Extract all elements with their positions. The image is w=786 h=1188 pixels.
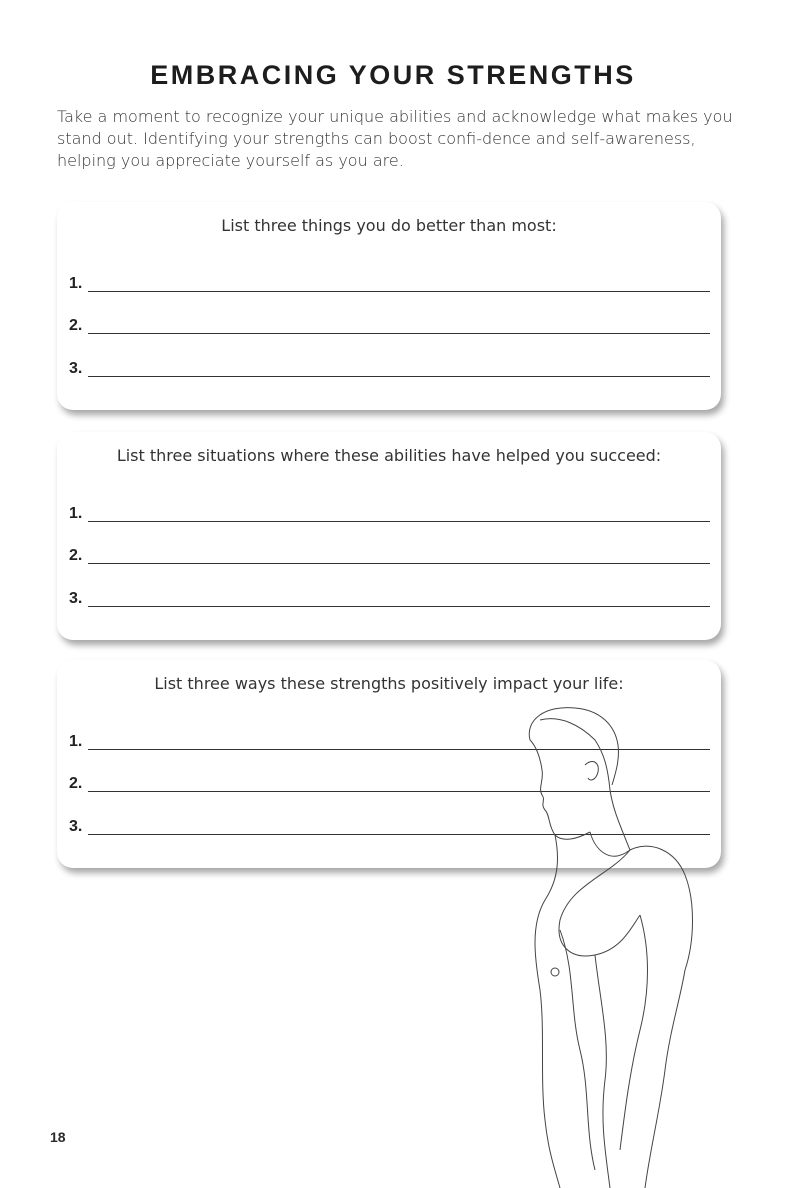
item-number: 1. (69, 275, 83, 292)
item-number: 2. (69, 317, 83, 334)
page-title: EMBRACING YOUR STRENGTHS (150, 60, 636, 90)
nipple (551, 968, 559, 976)
pectoral (559, 850, 640, 956)
torso-line (560, 930, 595, 1170)
answer-line[interactable] (88, 333, 710, 334)
answer-row-2[interactable] (69, 315, 710, 335)
section-box-1 (57, 202, 721, 410)
answer-row-1[interactable] (69, 273, 710, 293)
section-prompt: List three situations where these abilities have helped you succeed: (116, 446, 662, 465)
answer-row-3[interactable] (69, 588, 710, 608)
intro-paragraph: Take a moment to recognize your unique abilities and acknowledge what makes you stand out. Identifying your strengths can boost confi-dence and self-awareness, helping you appreciate yourself as you are. (57, 107, 733, 170)
answer-row-1[interactable] (69, 503, 710, 523)
item-number: 2. (69, 547, 83, 564)
answer-row-2[interactable] (69, 545, 710, 565)
ear (585, 761, 598, 780)
item-number: 1. (69, 505, 83, 522)
item-number: 3. (69, 590, 83, 607)
answer-line[interactable] (88, 291, 710, 292)
section-prompt: List three ways these strengths positively impact your life: (154, 674, 624, 693)
item-number: 3. (69, 818, 83, 835)
answer-line[interactable] (88, 563, 710, 564)
face-profile (530, 740, 590, 839)
arm-front (620, 915, 648, 1150)
item-number: 2. (69, 775, 83, 792)
item-number: 3. (69, 360, 83, 377)
answer-row-3[interactable] (69, 358, 710, 378)
answer-line[interactable] (88, 606, 710, 607)
answer-line[interactable] (88, 521, 710, 522)
item-number: 1. (69, 733, 83, 750)
chest-front (535, 835, 560, 1188)
answer-line[interactable] (88, 376, 710, 377)
man-line-illustration (500, 700, 710, 1188)
section-prompt: List three things you do better than most: (221, 216, 557, 235)
abdomen-line (595, 955, 610, 1188)
page-number: 18 (50, 1129, 66, 1145)
section-box-2 (57, 432, 721, 640)
neck-shoulder (590, 832, 693, 970)
arm-back (645, 970, 685, 1188)
